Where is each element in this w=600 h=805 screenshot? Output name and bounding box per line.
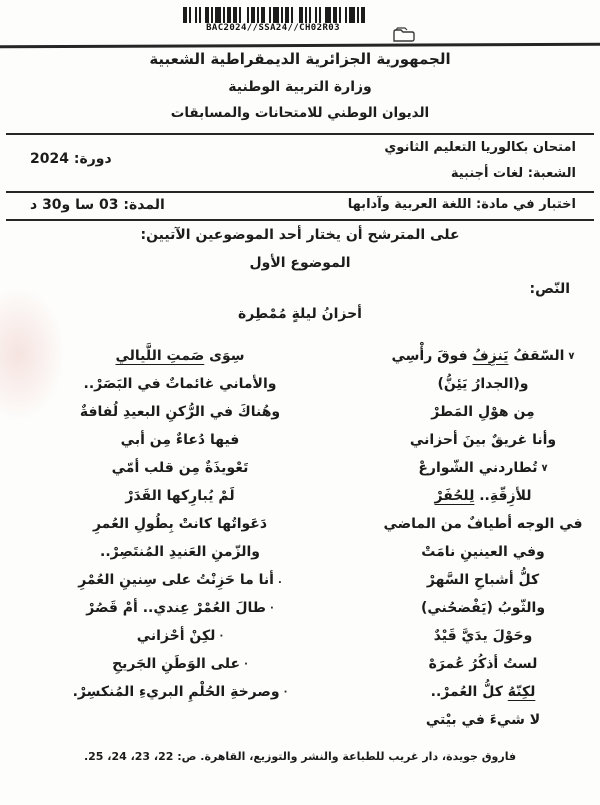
republic-title: الجمهورية الجزائرية الديمقراطية الشعبية [149, 50, 451, 68]
exam-subject: اختبار في مادة: اللغة العربية وآدابها [347, 197, 576, 212]
poem-verse: ٧تُطاردني الشّوارعْ [418, 460, 548, 476]
poem-verse: وحَوْلَ يدَيَّ قَيْدٌ [433, 628, 533, 644]
poem-verse: لَمْ يُبارِكها القَدَرْ [125, 488, 235, 504]
poem-verse: وفي العينينِ نامَتْ [421, 544, 545, 560]
top-divider [0, 43, 600, 48]
poem-verse: لستُ أذكُرُ عُمرَهْ [428, 656, 538, 672]
exam-title: امتحان بكالوريا التعليم الثانوي [384, 140, 576, 155]
footer-source: فاروق جويدة، دار غريب للطباعة والنشر والتوزيع، القاهرة. ص: 22، 23، 24، 25. [83, 750, 517, 763]
poem-verse: في الوجه أطيافٌ من الماضي [383, 516, 583, 532]
poem-verse: والأماني غائماتٌ في البَصَرْ.. [83, 376, 277, 392]
poem-verse: و(الجدارُ يَئِنُّ) [437, 376, 529, 392]
table-divider-middle [6, 191, 594, 193]
poem-verse: للأزِقّةِ.. لِلحُفَرْ [434, 488, 532, 504]
poem-verse: دَعَواتُها كانتْ بِطُولِ العُمرِ [92, 516, 268, 532]
poem-verse: مِن هوْلِ المَطرْ [431, 404, 535, 420]
poem-verse: والزّمنِ العَنيدِ المُنتَصِرْ.. [100, 544, 260, 560]
verse-annotation-mark: · [244, 659, 248, 670]
verse-annotation-mark: . [277, 575, 282, 586]
poem-verse: ·وصرخةِ الحُلْمِ البريءِ المُنكسِرْ. [72, 684, 288, 700]
text-label: النّص: [529, 281, 570, 297]
poem-verse: تَعْويذَةٌ مِن قلب أمّي [111, 460, 249, 476]
poem-verse: والثّوبُ (يَفْضحُني) [420, 600, 546, 616]
poem-verse: وأنا غريقٌ بينَ أحزاني [409, 432, 557, 448]
poem-verse: ·على الوَطَنِ الجَريحِ [112, 656, 248, 672]
poem-verse: لا شيءَ في بيْتي [425, 712, 541, 728]
poem-column-right [372, 342, 594, 734]
verse-annotation-mark: ٧ [541, 463, 548, 474]
ministry-title: وزارة التربية الوطنية [228, 79, 372, 95]
table-divider-bottom [6, 219, 594, 221]
poem-verse: سِوَى صَمتِ اللَّيالي [115, 348, 245, 364]
poem-verse: ·طالَ العُمْرْ عِندي.. أمْ قَصُرْ [86, 600, 274, 616]
office-title: الديوان الوطني للامتحانات والمسابقات [170, 105, 430, 121]
exam-duration: المدة: 03 سا و30 د [30, 197, 165, 213]
poem-verse: لكِنّهُ كلُّ العُمرْ.. [430, 684, 536, 700]
poem-verse: ٧السّقفُ يَنزِفُ فوقَ رأْسِي [391, 348, 575, 364]
exam-session: دورة: 2024 [30, 151, 112, 167]
poem-verse: فيها دُعاءٌ مِن أبي [120, 432, 240, 448]
verse-annotation-mark: ٧ [568, 351, 575, 362]
verse-annotation-mark: · [219, 631, 224, 642]
poem-verse: ·لكِنْ أحْزاني [136, 628, 224, 644]
verse-annotation-mark: · [283, 687, 288, 698]
verse-annotation-mark: · [269, 603, 274, 614]
poem-verse: كلُّ أشباحِ السَّهرْ [426, 572, 540, 588]
poem-verse: .أنا ما حَزِنْتُ على سِنينِ العُمْرِ [78, 572, 282, 588]
poem-column-left [45, 342, 315, 706]
topic-title: الموضوع الأول [249, 255, 351, 271]
table-divider-top [6, 133, 594, 135]
exam-branch: الشعبة: لغات أجنبية [450, 166, 576, 181]
poem-title: أحزانُ ليلةٍ مُمْطِرة [238, 306, 362, 322]
barcode-text: BAC2024//SSA24//CH02R03 [206, 23, 340, 33]
choose-instruction: على المترشح أن يختار أحد الموضوعين الآتيين: [140, 227, 460, 243]
poem-verse: وهُناكَ في الرُّكنِ البعيدِ لُفافةٌ [79, 404, 281, 420]
barcode [181, 7, 365, 23]
